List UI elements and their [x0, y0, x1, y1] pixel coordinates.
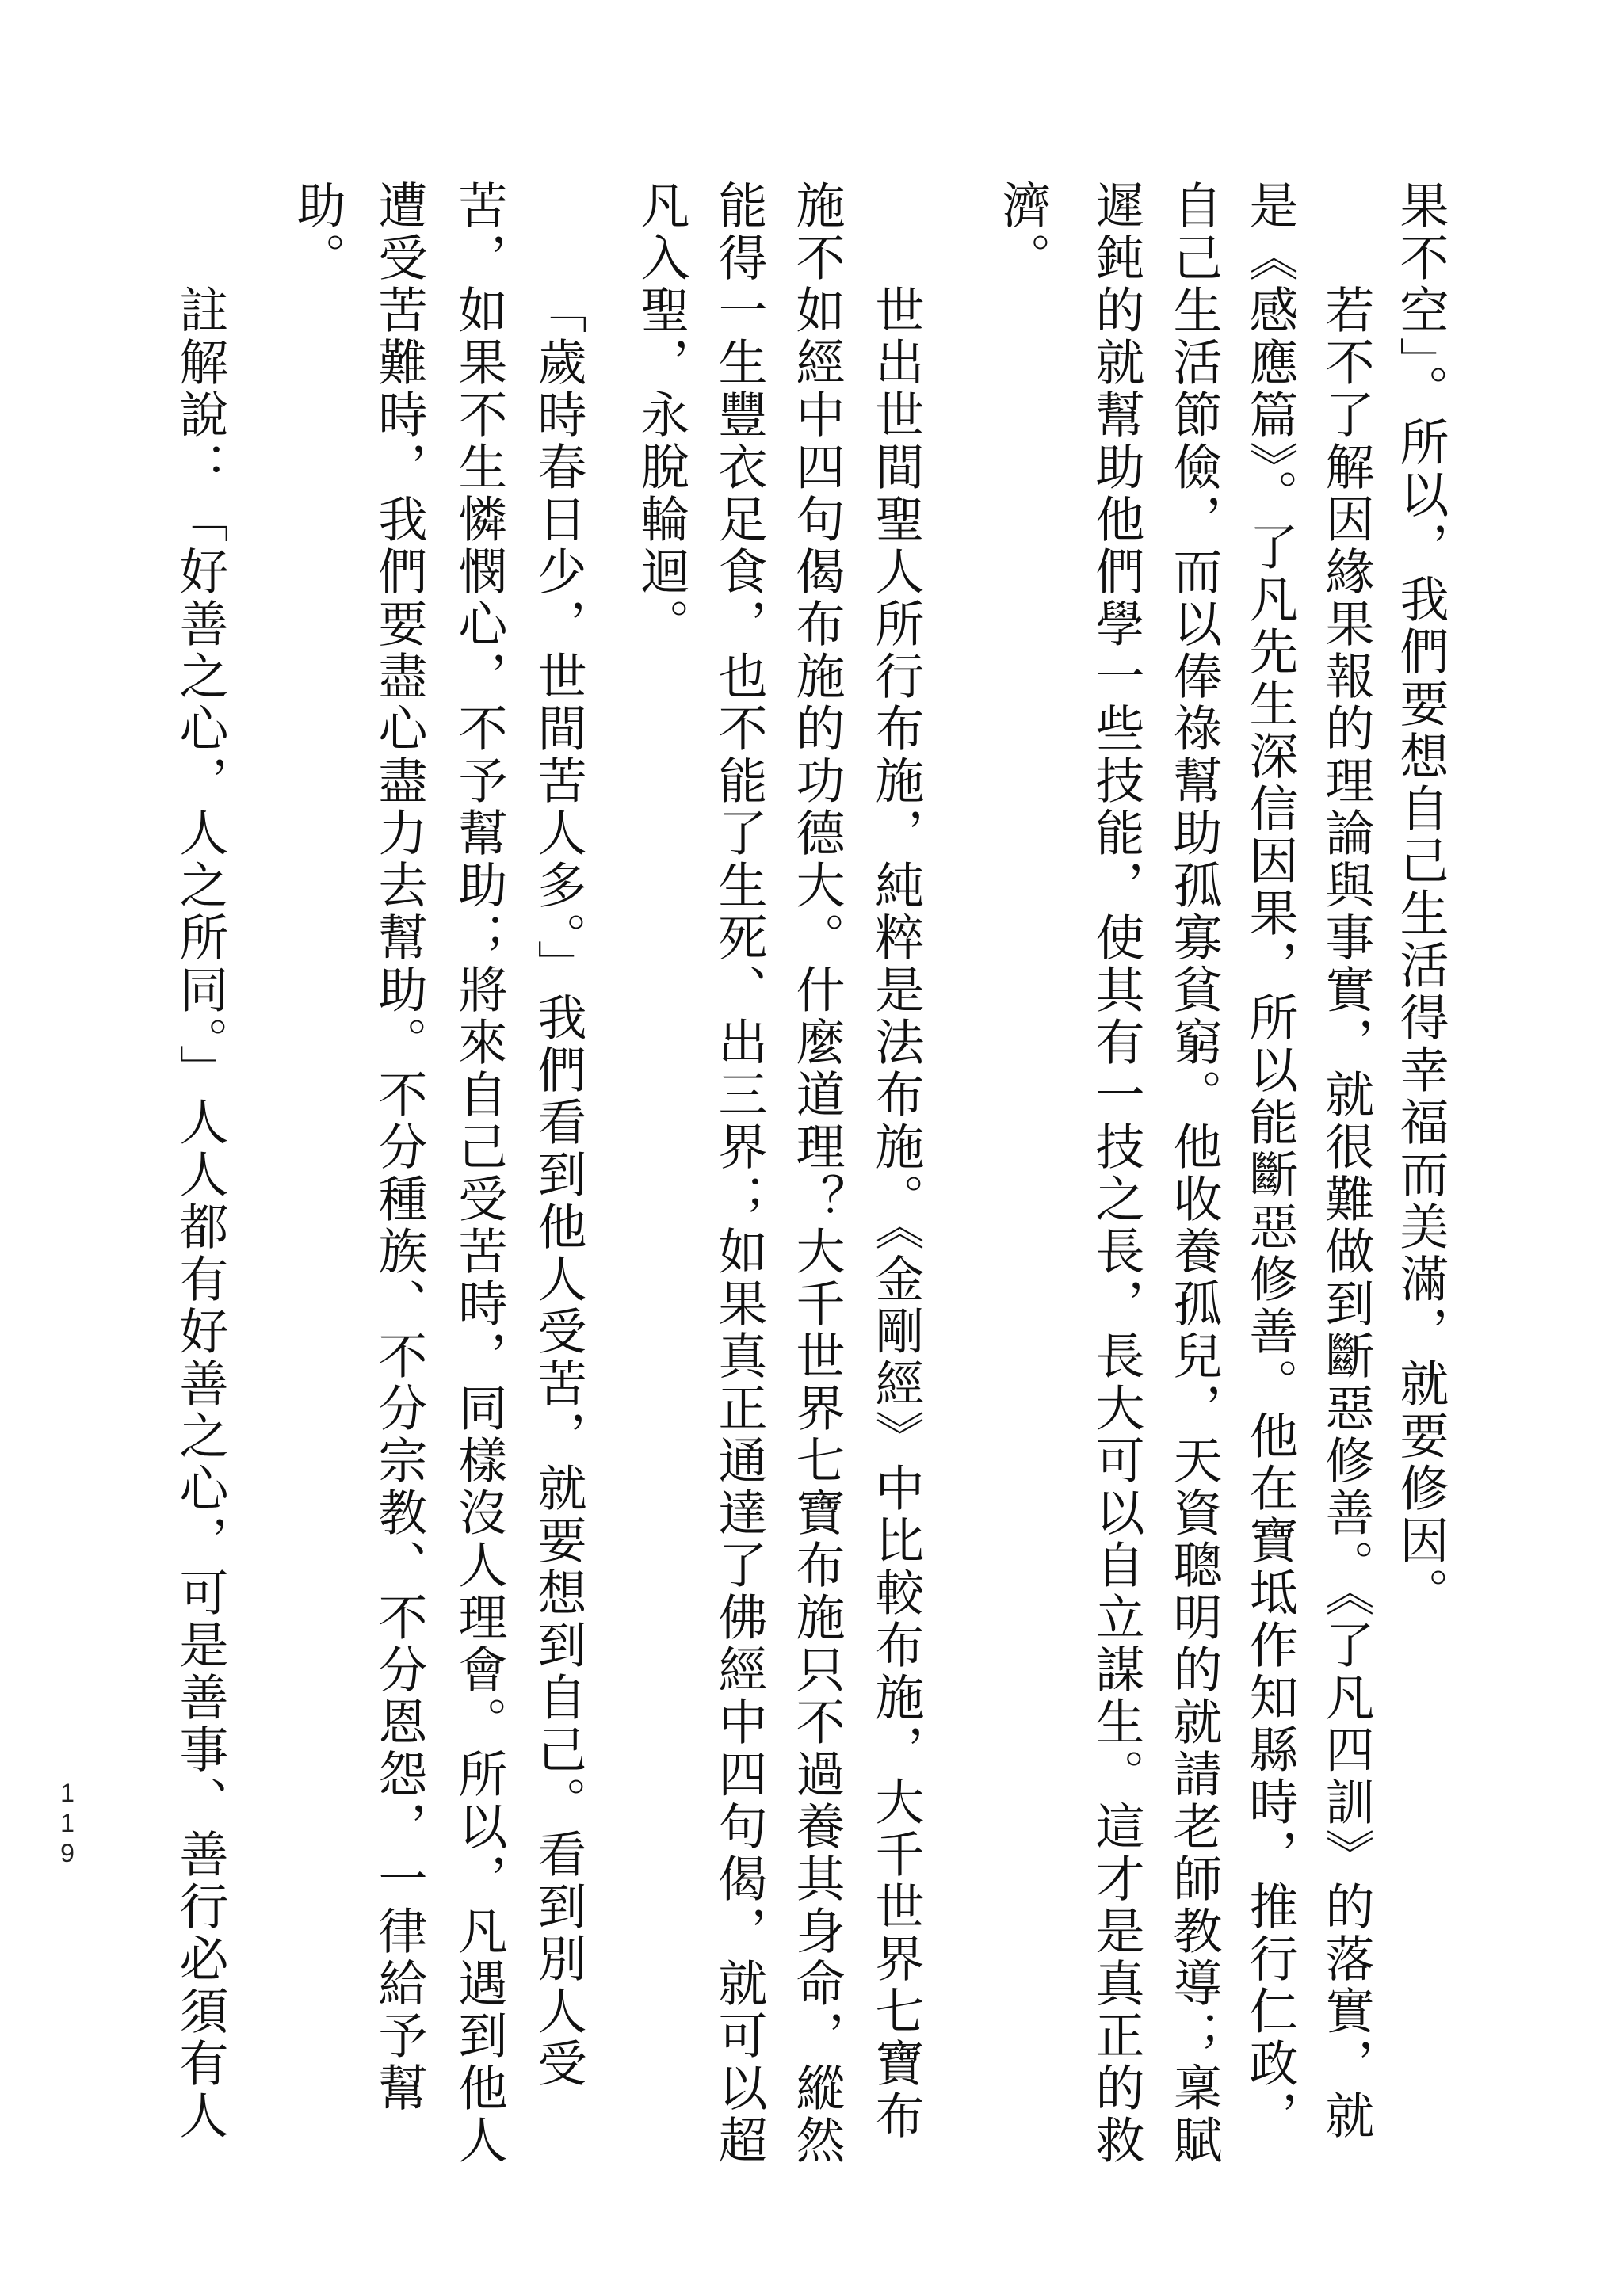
text-column: 註解說：「好善之心，人之所同。」人人都有好善之心，可是善事、善行必須有人 [171, 284, 229, 2142]
text-column: 能得一生豐衣足食，也不能了生死、出三界；如果真正通達了佛經中四句偈，就可以超 [710, 180, 768, 2167]
page-number: 119 [53, 1779, 82, 1869]
text-column: 世出世間聖人所行布施，純粹是法布施。《金剛經》中比較布施，大千世界七寶布 [867, 284, 925, 2142]
text-column: 自己生活節儉，而以俸祿幫助孤寡貧窮。他收養孤兒，天資聰明的就請老師教導；稟賦 [1165, 180, 1223, 2167]
text-column: 若不了解因緣果報的理論與事實，就很難做到斷惡修善。《了凡四訓》的落實，就 [1317, 284, 1375, 2142]
text-column: 苦，如果不生憐憫心，不予幫助；將來自己受苦時，同樣沒人理會。所以，凡遇到他人 [450, 180, 508, 2167]
text-column: 遲鈍的就幫助他們學一些技能，使其有一技之長，長大可以自立謀生。這才是真正的救 [1087, 180, 1145, 2167]
text-column: 「歲時春日少，世間苦人多。」我們看到他人受苦，就要想到自己。看到別人受 [529, 284, 587, 2090]
text-column: 遭受苦難時，我們要盡心盡力去幫助。不分種族、不分宗教、不分恩怨，一律給予幫 [370, 180, 428, 2115]
text-column: 是《感應篇》。了凡先生深信因果，所以能斷惡修善。他在寶坻作知縣時，推行仁政， [1241, 180, 1299, 2142]
text-column: 施不如經中四句偈布施的功德大。什麼道理？大千世界七寶布施只不過養其身命，縱然 [788, 180, 846, 2167]
text-column: 果不空」。所以，我們要想自己生活得幸福而美滿，就要修因。 [1392, 180, 1449, 1619]
text-column: 凡入聖，永脫輪迴。 [632, 180, 690, 650]
text-column: 濟。 [994, 180, 1052, 284]
text-column: 助。 [288, 180, 346, 284]
